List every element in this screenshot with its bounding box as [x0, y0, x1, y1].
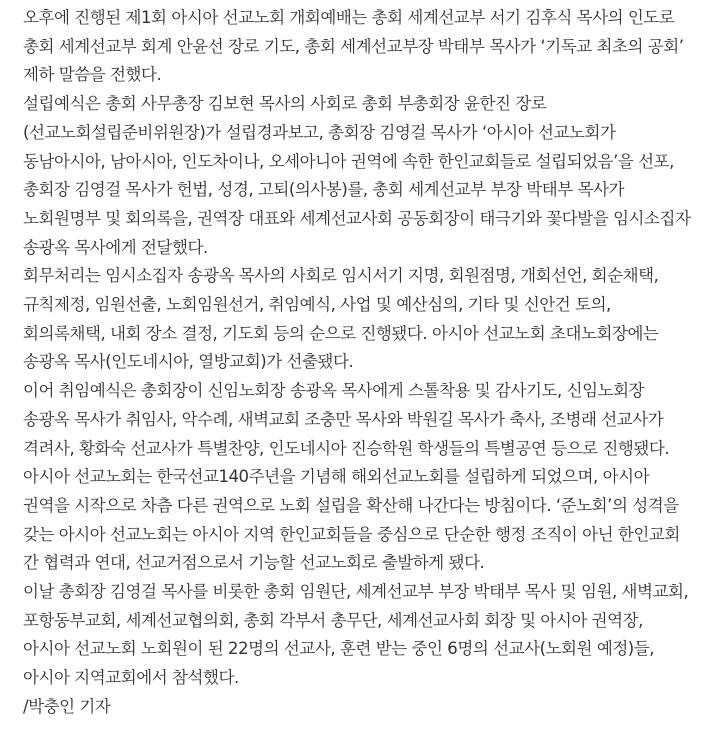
paragraph-background: 아시아 선교노회는 한국선교140주년을 기념해 해외선교노회를 설립하게 되었으며, 아시아 권역을 시작으로 차츰 다른 권역으로 노회 설립을 확산해 나간다는 방침이다. ‘준노회’의 성격을 갖는 아시아 선교노회는 아시아 지역 한인교회들을 중심으로 단순한 행정 조직이 아닌 한인교회 간 협력과 연대, 선교거점으로서 기능할 선교노회로 출발하게 됐다.: [23, 467, 680, 573]
paragraph-attendees: 이날 총회장 김영걸 목사를 비롯한 총회 임원단, 세계선교부 부장 박태부 목사 및 임원, 새벽교회, 포항동부교회, 세계선교협의회, 총회 각부서 총무단, 세계선교사회 회장 및 아시아 권역장, 아시아 선교노회 노회원이 된 22명의 선교사, 훈련 받는 중인 6명의 선교사(노회원 예정)들, 아시아 지역교회에서 참석했다.: [23, 582, 689, 688]
paragraph-founding-ceremony: 설립예식은 총회 사무총장 김보현 목사의 사회로 총회 부총회장 윤한진 장로(선교노회설립준비위원장)가 설립경과보고, 총회장 김영걸 목사가 ‘아시아 선교노회가 동남아시아, 남아시아, 인도차이나, 오세아니아 권역에 속한 한인교회들로 설립되었음’을 선포, 총회장 김영걸 목사가 헌법, 성경, 고퇴(의사봉)를, 총회 세계선교부 부장 박태부 목사가 노회원명부 및 회의록을, 권역장 대표와 세계선교사회 공동회장이 태극기와 꽃다발을 임시소집자 송광옥 목사에게 전달했다.: [23, 94, 691, 257]
byline: /박충인 기자: [23, 696, 111, 716]
paragraph-opening-worship: 오후에 진행된 제1회 아시아 선교노회 개회예배는 총회 세계선교부 서기 김후식 목사의 인도로 총회 세계선교부 회계 안윤선 장로 기도, 총회 세계선교부장 박태부 목사가 ‘기독교 최초의 공회’ 제하 말씀을 전했다.: [23, 8, 684, 85]
paragraph-inauguration: 이어 취임예식은 총회장이 신임노회장 송광옥 목사에게 스톨착용 및 감사기도, 신임노회장 송광옥 목사가 취임사, 악수례, 새벽교회 조충만 목사와 박원길 목사가 축사, 조병래 선교사가 격려사, 황화숙 선교사가 특별찬양, 인도네시아 진승학원 학생들의 특별공연 등으로 진행됐다.: [23, 381, 670, 458]
paragraph-business-meeting: 회무처리는 임시소집자 송광옥 목사의 사회로 임시서기 지명, 회원점명, 개회선언, 회순채택, 규칙제정, 임원선출, 노회임원선거, 취임예식, 사업 및 예산심의, 기타 및 신안건 토의, 회의록채택, 내회 장소 결정, 기도회 등의 순으로 진행됐다. 아시아 선교노회 초대노회장에는 송광옥 목사(인도네시아, 열방교회)가 선출됐다.: [23, 266, 659, 372]
